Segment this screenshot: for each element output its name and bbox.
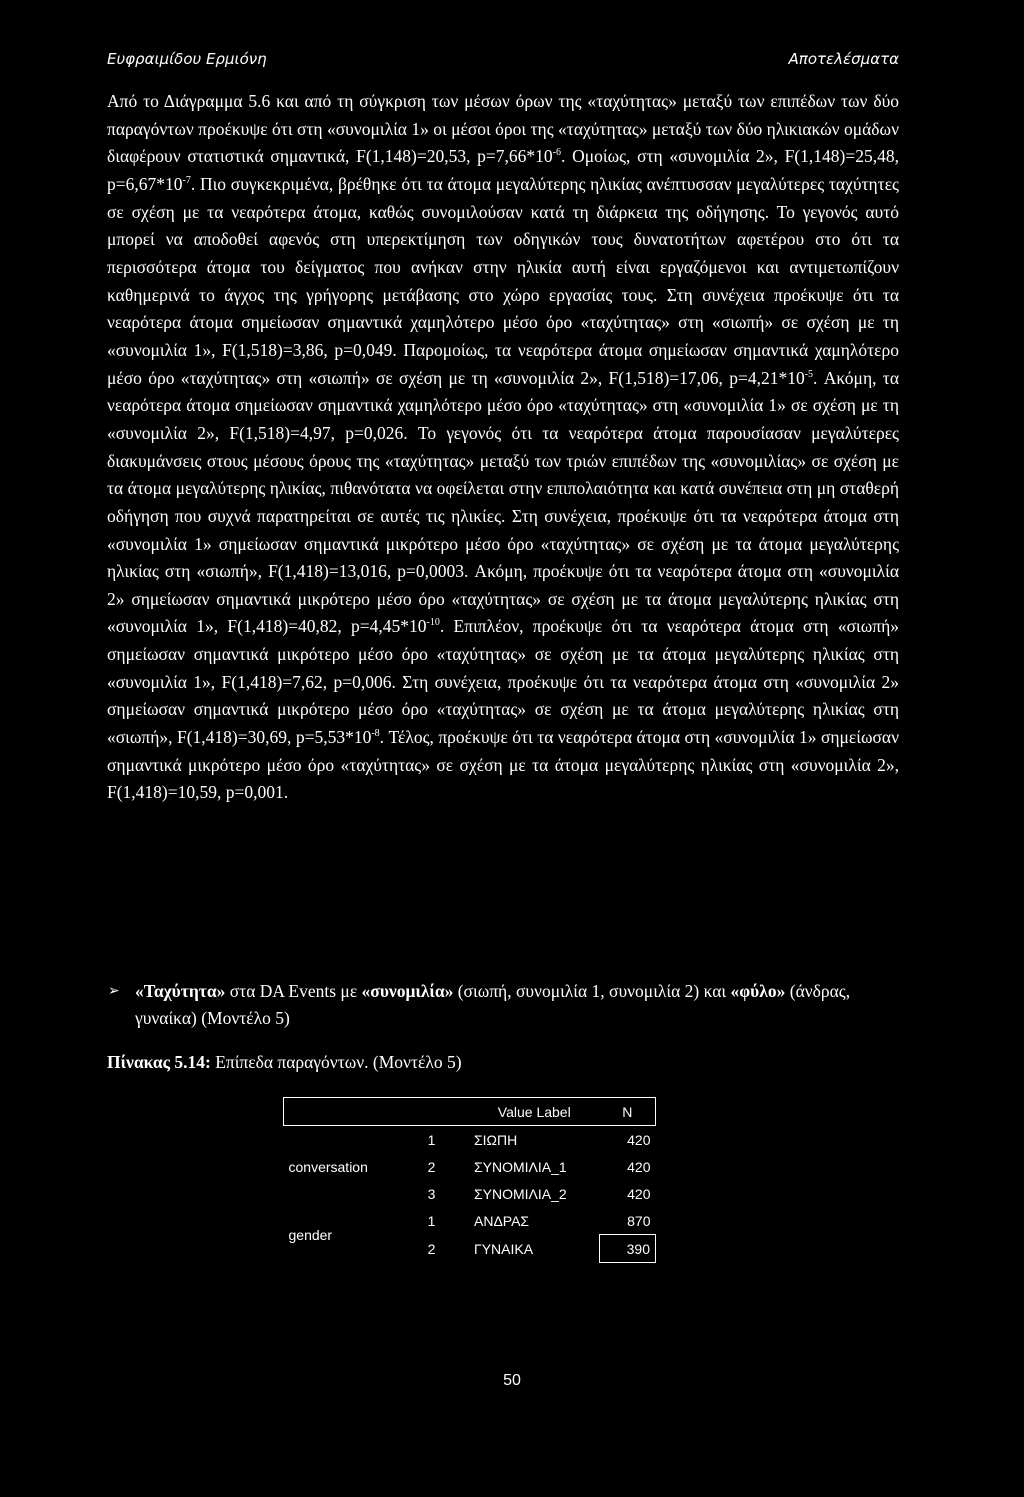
level-cell: 2 [427,1158,436,1175]
table-row [284,1180,656,1207]
level-cell: 3 [427,1185,436,1202]
table-row [284,1153,656,1180]
column-header-value-label: Value Label [469,1098,600,1126]
column-header-n: N [600,1098,656,1126]
body-paragraph [107,88,899,807]
exponent: -5 [804,368,814,380]
value-label-cell: ΣΥΝΟΜΙΛΙΑ_2 [474,1185,567,1202]
level-cell: 1 [394,1126,469,1154]
text-run: Από το Διάγραμμα 5.6 και από τη σύγκριση των μέσων όρων της «ταχύτητας» μεταξύ των επιπέδων των δύο παραγόντων προέκυψε ότι στη «συνομιλία 1» οι μέσοι όροι της «ταχύτητας» μεταξύ των δύο ηλικιακών ομάδων διαφέρουν στατιστικά σημαντικά, F(1,148)=20,53, p=7,66*10 [107,91,899,167]
exponent: -10 [426,617,440,629]
n-cell: 870 [627,1212,651,1229]
factor-levels-table [283,1097,656,1263]
n-cell: 420 [600,1126,656,1154]
factor-cell [284,1126,395,1154]
n-cell: 420 [627,1158,651,1175]
factor-cell: conversation [288,1158,368,1175]
table-caption [107,1052,462,1073]
caption-label: Πίνακας 5.14: [107,1052,211,1072]
value-label-cell: ΑΝΔΡΑΣ [474,1212,530,1229]
bold-term: «Ταχύτητα» [135,981,226,1001]
factor-cell [284,1180,395,1207]
text-run: . Πιο συγκεκριμένα, βρέθηκε ότι τα άτομα μεγαλύτερης ηλικίας ανέπτυσσαν μεγαλύτερες ταχύτητες σε σχέση με τα νεαρότερα άτομα, καθώς συνομιλούσαν κατά τη διάρκεια της οδήγησης. Το γεγονός αυτό μπορεί να αποδοθεί αφενός στη υπερεκτίμηση των οδηγικών τους δυνατοτήτων αφετέρου στο ότι τα περισσότερα άτομα του δείγματος που ανήκαν στην ηλικία αυτή είναι εργαζόμενοι και αντιμετωπίζουν καθημερινά το άγχος της γρήγορης μετάβασης στο χώρο εργασίας τους. Στη συνέχεια προέκυψε ότι τα νεαρότερα άτομα σημείωσαν σημαντικά χαμηλότερο μέσο όρο «ταχύτητας» στη «σιωπή» σε σχέση με τη «συνομιλία 1», F(1,518)=3,86, p=0,049. Παρομοίως, τα νεαρότερα άτομα σημείωσαν σημαντικά χαμηλότερο μέσο όρο «ταχύτητας» στη «σιωπή» σε σχέση με τη «συνομιλία 2», F(1,518)=17,06, p=4,21*10 [107,173,899,388]
table-cell [284,1098,395,1126]
text-run: (σιωπή, συνομιλία 1, συνομιλία 2) και [453,981,731,1001]
paragraph [107,88,899,807]
arrow-bullet-icon: ➢ [108,983,120,999]
table-row [284,1126,656,1154]
text-run: (άνδρας, γυναίκα) (Μοντέλο 5) [135,981,851,1028]
value-label-cell: ΣΙΩΠΗ [469,1126,600,1154]
text-run: . Τέλος, προέκυψε ότι τα νεαρότερα άτομα στη «συνομιλία 1» σημείωσαν σημαντικά μικρότερο μέσο όρο «ταχύτητας» σε σχέση με τα άτομα μεγαλύτερης ηλικίας στη «συνομιλία 2», F(1,418)=10,59, p=0,001. [107,727,899,803]
table-header-row [284,1098,656,1126]
text-run: . Επιπλέον, προέκυψε ότι τα νεαρότερα άτομα στη «σιωπή» σημείωσαν σημαντικά μικρότερο μέσο όρο «ταχύτητας» σε σχέση με τα άτομα μεγαλύτερης ηλικίας στη «συνομιλία 1», F(1,418)=7,62, p=0,006. Στη συνέχεια, προέκυψε ότι τα νεαρότερα άτομα στη «συνομιλία 2» σημείωσαν σημαντικά μικρότερο μέσο όρο «ταχύτητας» σε σχέση με τα άτομα μεγαλύτερης ηλικίας στη «σιωπή», F(1,418)=30,69, p=5,53*10 [107,616,899,748]
bold-term: «φύλο» [730,981,786,1001]
n-cell: 420 [627,1185,651,1202]
page-header [107,50,899,74]
page-number: 50 [503,1372,521,1389]
table-cell [394,1098,469,1126]
bold-term: «συνομιλία» [361,981,454,1001]
header-author: Ευφραιμίδου Ερμιόνη [107,50,267,68]
text-run: . Ακόμη, τα νεαρότερα άτομα σημείωσαν σημαντικά χαμηλότερο μέσο όρο «ταχύτητας» στη «συνομιλία 1» σε σχέση με τη «συνομιλία 2», F(1,518)=4,97, p=0,026. Το γεγονός ότι τα νεαρότερα άτομα παρουσίασαν μεγαλύτερες διακυμάνσεις στους μέσους όρους της «ταχύτητας» μεταξύ των τριών επιπέδων της «συνομιλίας» σε σχέση με τα άτομα μεγαλύτερης ηλικίας, πιθανότατα να οφείλεται στην επιπολαιότητα και κατά συνέπεια στη μη σταθερή οδήγηση που συχνά παρατηρείται σε αυτές τις ηλικίες. Στη συνέχεια, προέκυψε ότι τα νεαρότερα άτομα στη «συνομιλία 1» σημείωσαν σημαντικά μικρότερο μέσο όρο «ταχύτητας» σε σχέση με τα άτομα μεγαλύτερης ηλικίας στη «σιωπή», F(1,418)=13,016, p=0,0003. Ακόμη, προέκυψε ότι τα νεαρότερα άτομα στη «συνομιλία 2» σημείωσαν σημαντικά μικρότερο μέσο όρο «ταχύτητας» σε σχέση με τα άτομα μεγαλύτερης ηλικίας στη «συνομιλία 1», F(1,418)=40,82, p=4,45*10 [107,367,899,637]
text-run: στα DA Events με [225,981,362,1001]
n-cell: 390 [600,1235,656,1263]
exponent: -6 [552,147,562,159]
caption-text: Επίπεδα παραγόντων. (Μοντέλο 5) [210,1052,462,1072]
bullet-item [108,978,905,1032]
exponent: -8 [371,728,380,740]
table-row [284,1207,656,1235]
level-cell: 1 [427,1212,436,1229]
level-cell: 2 [427,1240,436,1257]
value-label-cell: ΣΥΝΟΜΙΛΙΑ_1 [474,1158,567,1175]
header-section: Αποτελέσματα [788,50,899,68]
text-run: . Ομοίως, στη «συνομιλία 2», F(1,148)=25,48, p=6,67*10 [107,146,900,194]
value-label-cell: ΓΥΝΑΙΚΑ [474,1240,534,1257]
factor-cell: gender [288,1226,333,1243]
exponent: -7 [182,175,191,187]
